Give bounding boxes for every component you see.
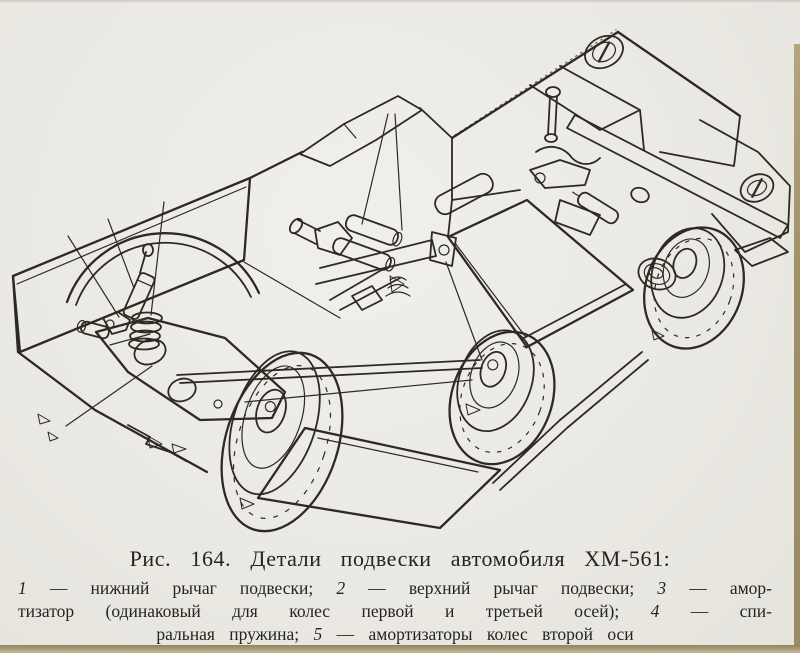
rear-hull: [448, 29, 790, 266]
deck-wing-panel: [300, 96, 422, 166]
tire-outline: [628, 213, 761, 362]
front-hull: [13, 178, 259, 472]
deck-to-rearbox-edge: [420, 108, 452, 138]
rear-hull-edges: [448, 116, 740, 237]
tire-tread: [641, 227, 747, 349]
hull-marks: [38, 414, 58, 441]
rim-ring: [461, 335, 527, 415]
rear-floor-panel: [448, 200, 633, 347]
caption-line-1: [18, 577, 772, 600]
part-description: — амор-: [666, 578, 773, 598]
callout-label: 1: [48, 420, 61, 447]
figure-title: Рис. 164. Детали подвески автомобиля ХМ-561:: [129, 546, 671, 571]
leader-line: [395, 114, 402, 230]
bolt-head: [546, 87, 560, 97]
hub: [669, 246, 700, 282]
rear-side-rail: [567, 115, 788, 238]
part-description: — верхний рычаг подвески;: [345, 578, 658, 598]
scan-edge-top: [0, 0, 800, 3]
callout-5: [362, 89, 402, 230]
axle-shaft: [177, 360, 482, 402]
hull-left-lower-edge: [13, 276, 207, 472]
deck-tray: [432, 171, 496, 218]
leader-line: [108, 219, 134, 288]
lower-control-arm: [96, 318, 285, 420]
caption-line-2: [18, 600, 772, 623]
callout-2: [53, 210, 119, 317]
leader-line: [362, 114, 388, 224]
part-description: ральная пружина;: [156, 624, 314, 644]
hub-center: [486, 358, 499, 371]
wall-thickness-line: [17, 187, 246, 284]
bolt-nut: [545, 134, 557, 142]
mid-deck: [244, 96, 496, 318]
tire-sidewall: [213, 340, 337, 506]
arm-bolt: [214, 400, 222, 408]
part-number: 5: [313, 624, 323, 644]
tire-outline: [432, 317, 572, 479]
part-description: — амортизаторы колес второй оси: [322, 624, 634, 644]
stub-axle-cap: [287, 217, 304, 236]
rear-coil-spring: [634, 253, 680, 294]
part-number: 1: [18, 578, 27, 598]
part-number: 2: [336, 578, 346, 598]
callout-label: 5: [385, 89, 398, 116]
hull-front-notch: [128, 425, 186, 461]
middle-wheel: [432, 317, 572, 479]
part-number: 3: [657, 578, 667, 598]
part-description: тизатор (одинаковый для колес первой и третьей осей);: [18, 601, 651, 621]
tire-tread: [445, 332, 558, 465]
rear-linkage: [536, 147, 600, 164]
part-description: — спи-: [659, 601, 772, 621]
part-number: 4: [650, 601, 660, 621]
frame-arms: [316, 240, 436, 284]
rear-hull-right-ridge: [618, 32, 740, 116]
rear-wheel: [628, 213, 761, 362]
bracket-bolt: [439, 245, 449, 255]
callout-label: 4: [155, 175, 168, 202]
rear-arm-eye: [629, 185, 651, 204]
scan-edge-right: [794, 44, 800, 653]
part-description: — нижний рычаг подвески;: [26, 578, 337, 598]
figure-legend: [18, 577, 772, 646]
tire-smudge: [466, 404, 480, 415]
tire-sidewall: [639, 218, 736, 328]
callout-label: 3: [95, 192, 108, 219]
callout-label: 2: [53, 210, 66, 237]
plate-mark: [172, 444, 186, 453]
front-suspension: [76, 244, 285, 420]
scan-edge-bottom: [0, 645, 800, 653]
deck-step-edge: [250, 152, 302, 178]
lower-hull-rear-edge: [493, 352, 648, 490]
caption-line-3: [18, 623, 772, 646]
